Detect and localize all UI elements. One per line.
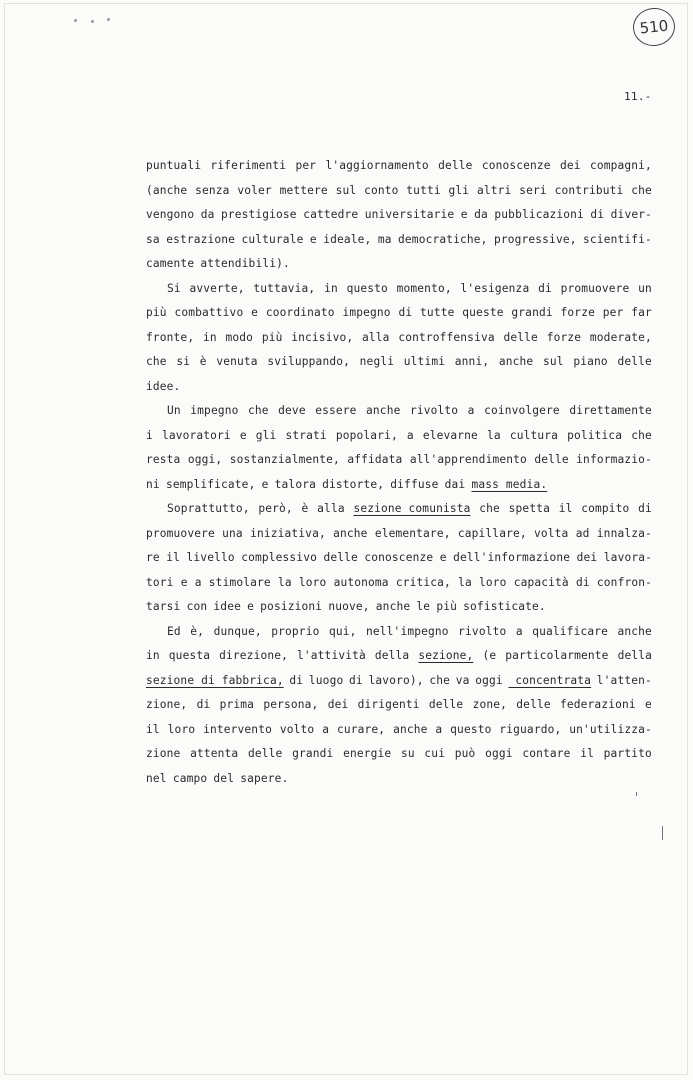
word: democratiche,: [398, 232, 488, 246]
word: distorte,: [322, 477, 385, 491]
word: all'apprendimento: [409, 453, 527, 466]
word: da: [200, 208, 215, 221]
word: compagni,: [589, 159, 652, 172]
word: moderate,: [589, 330, 652, 344]
word: di: [638, 502, 652, 515]
word: Ed: [167, 624, 181, 638]
word: direttamente: [569, 404, 652, 417]
word: universitarie: [364, 208, 455, 221]
word: critica,: [395, 575, 451, 589]
word: scientifi-: [583, 232, 652, 246]
word: da: [474, 208, 488, 221]
word: persona,: [263, 698, 319, 711]
word: sul: [543, 355, 564, 368]
word: resta: [146, 453, 181, 466]
word: elevarne: [422, 428, 478, 442]
word: oggi: [485, 747, 513, 760]
word: l'aggiornamento: [325, 159, 429, 172]
word: delle: [247, 747, 283, 760]
word: ultimi: [403, 355, 446, 368]
text-line: [146, 499, 652, 524]
text-line: [146, 548, 652, 573]
word: e: [247, 600, 255, 613]
word: un: [638, 281, 652, 295]
word: prestigiose: [220, 208, 297, 221]
word: sofisticate.: [463, 600, 546, 613]
word: che: [146, 355, 167, 368]
document-body: [146, 156, 652, 793]
word: puntuali: [146, 159, 202, 172]
word: campo: [172, 771, 208, 785]
word: promuovere: [146, 526, 215, 540]
word: per: [602, 306, 624, 319]
word: della: [617, 649, 652, 662]
word: intervento: [203, 722, 272, 736]
word: dei: [559, 159, 581, 172]
text-line: [146, 401, 652, 426]
word: a: [515, 624, 523, 638]
word: il: [580, 747, 594, 760]
word: federazioni: [560, 698, 636, 711]
word: più: [146, 306, 167, 319]
word: però,: [258, 502, 293, 515]
word: di: [590, 208, 605, 221]
word: a: [435, 722, 443, 736]
text-line: [146, 279, 652, 304]
word: in: [146, 649, 160, 662]
word: anche: [366, 404, 401, 417]
word: diver-: [610, 208, 652, 221]
text-line: [146, 328, 652, 353]
text-line: [146, 303, 652, 328]
word: piano: [573, 355, 608, 368]
word: estrazione: [166, 232, 236, 246]
text-line: [146, 769, 652, 794]
word: nuove,: [328, 600, 370, 613]
word: delle: [438, 159, 473, 172]
word: complessivo: [241, 551, 317, 564]
word: autonoma: [333, 575, 389, 589]
word: dei: [327, 698, 349, 711]
page-number: 11.-: [624, 90, 652, 103]
word: tuttavia,: [253, 281, 316, 295]
margin-mark: [662, 826, 663, 840]
word: idee.: [146, 379, 181, 393]
word: una: [222, 526, 243, 540]
word: sapere.: [240, 771, 289, 785]
word: impegno: [342, 306, 391, 319]
word: energie: [343, 747, 392, 760]
word: tutte: [420, 306, 455, 319]
word: iniziativa,: [250, 526, 326, 540]
word: anche: [498, 355, 534, 368]
word: negli: [359, 355, 395, 368]
text-line: [146, 720, 652, 745]
word: avverte,: [189, 281, 245, 295]
word: compito: [581, 502, 630, 515]
word: venuta: [216, 355, 258, 368]
word: essere: [315, 404, 357, 417]
word: delle: [503, 330, 538, 344]
word: incisivo,: [291, 330, 354, 344]
text-line: [146, 181, 652, 206]
word: confron-: [596, 575, 652, 589]
text-line: [146, 426, 652, 451]
word: per: [295, 159, 317, 172]
word: anche: [333, 526, 368, 540]
word: delle: [617, 355, 652, 368]
word: senza: [195, 183, 230, 197]
word: strati: [285, 428, 327, 442]
word: direzione,: [219, 649, 288, 662]
word: di: [538, 281, 552, 295]
word: semplificate,: [165, 477, 256, 491]
word: di: [575, 575, 590, 589]
word: altri: [477, 183, 512, 197]
word: innalza-: [596, 526, 652, 540]
word: delle: [534, 453, 569, 466]
word: idee: [213, 600, 241, 613]
word: dell'informazione: [453, 551, 571, 564]
word: informazio-: [576, 453, 652, 466]
word: è: [301, 502, 309, 515]
word: particolarmente: [505, 649, 609, 662]
word: posizioni: [260, 600, 323, 613]
underlined-phrase: sezione comunista: [353, 502, 471, 515]
word: contare: [522, 747, 571, 760]
word: ad: [575, 526, 590, 540]
word: questa: [168, 649, 211, 662]
word: e: [309, 232, 317, 246]
word: il: [558, 502, 573, 515]
underlined-phrase: concentrata: [508, 673, 592, 687]
word: dai: [444, 477, 466, 491]
word: modo: [225, 330, 254, 344]
word: promuovere: [560, 281, 630, 295]
word: sa: [146, 232, 160, 246]
word: oggi,: [187, 453, 223, 466]
word: popolari,: [335, 428, 398, 442]
text-line: [146, 230, 652, 255]
word: che: [479, 502, 500, 515]
word: i: [146, 428, 153, 442]
word: il: [166, 551, 181, 564]
underlined-phrase: mass media.: [471, 477, 548, 491]
word: coordinato: [265, 306, 335, 319]
word: delle: [516, 698, 551, 711]
word: gli: [255, 428, 277, 442]
word: con: [186, 600, 208, 613]
word: far: [631, 306, 652, 319]
word: è: [199, 355, 207, 368]
scan-speck: [74, 19, 77, 22]
text-line: [146, 377, 652, 402]
word: della: [374, 649, 410, 662]
word: oggi: [475, 673, 503, 687]
word: sviluppando,: [267, 355, 350, 368]
underlined-phrase: sezione,: [418, 649, 474, 662]
word: qualificare: [532, 624, 608, 638]
word: la: [277, 575, 292, 589]
word: e: [239, 428, 247, 442]
word: culturale: [241, 232, 304, 246]
word: delle: [428, 698, 464, 711]
word: e: [180, 575, 188, 589]
word: queste: [462, 306, 504, 319]
word: a: [406, 428, 414, 442]
word: che: [247, 404, 269, 417]
word: livello: [186, 551, 235, 564]
word: progressive,: [493, 232, 577, 246]
word: cui: [424, 747, 446, 760]
text-line: [146, 450, 652, 475]
word: la: [486, 428, 501, 442]
word: ideale,: [323, 232, 372, 246]
word: anni,: [454, 355, 490, 368]
text-line: [146, 254, 652, 279]
word: controffensiva: [398, 330, 495, 344]
word: capacità: [513, 575, 569, 589]
word: la: [458, 575, 472, 589]
word: dunque,: [213, 624, 262, 638]
word: forze: [546, 330, 582, 344]
word: politica: [567, 428, 623, 442]
word: Si: [167, 281, 181, 295]
word: il: [146, 722, 160, 736]
archive-stamp-number: 510: [638, 16, 670, 38]
word: riguardo,: [499, 722, 562, 736]
word: affidata: [347, 453, 403, 466]
word: riferimenti: [210, 159, 287, 172]
word: gli: [448, 183, 470, 197]
word: conoscenze: [364, 551, 434, 564]
word: dei: [576, 551, 598, 564]
word: attendibili).: [200, 257, 290, 270]
word: vengono: [146, 208, 195, 221]
underlined-phrase: sezione di fabbrica,: [146, 673, 284, 687]
word: tarsi: [146, 600, 181, 613]
word: proprio: [271, 624, 320, 638]
word: l'atten-: [596, 673, 652, 687]
word: qui,: [328, 624, 357, 638]
word: coinvolgere: [484, 404, 560, 417]
word: di: [196, 698, 211, 711]
word: l'attività: [297, 649, 366, 662]
word: tori: [146, 575, 174, 589]
word: nel: [146, 771, 167, 785]
word: conto: [364, 183, 399, 197]
word: ma: [377, 232, 392, 246]
text-line: [146, 597, 652, 622]
word: grandi: [292, 747, 334, 760]
word: forze: [560, 306, 595, 319]
word: momento,: [396, 281, 452, 295]
word: (anche: [146, 183, 188, 197]
text-line: [146, 671, 652, 696]
word: questo: [346, 281, 388, 295]
word: volto: [279, 722, 315, 736]
word: conoscenze: [481, 159, 551, 172]
word: di: [349, 673, 363, 687]
word: grandi: [511, 306, 553, 319]
text-line: [146, 646, 652, 671]
word: e: [251, 306, 259, 319]
word: deve: [278, 404, 306, 417]
word: nell'impegno: [366, 624, 449, 638]
word: partito: [603, 747, 652, 760]
word: lavora-: [603, 551, 652, 564]
word: fronte,: [146, 330, 195, 344]
word: questo: [450, 722, 492, 736]
margin-mark: [636, 792, 637, 796]
text-line: [146, 475, 652, 500]
word: diffuse: [390, 477, 439, 491]
word: di: [398, 306, 413, 319]
word: (e: [482, 649, 497, 662]
word: camente: [146, 257, 195, 270]
text-line: [146, 695, 652, 720]
word: anche: [617, 624, 652, 638]
word: pubblicazioni: [494, 208, 584, 221]
word: più: [436, 600, 457, 613]
word: zione: [146, 747, 181, 760]
word: rivolto: [409, 404, 459, 417]
word: a: [194, 575, 202, 589]
word: stimolare: [208, 575, 271, 589]
word: più: [261, 330, 283, 344]
word: rivolto: [458, 624, 507, 638]
word: l'esigenza: [460, 281, 530, 295]
word: e: [460, 208, 468, 221]
text-line: [146, 156, 652, 181]
word: anche: [393, 722, 428, 736]
word: può: [454, 747, 476, 760]
word: zone,: [472, 698, 508, 711]
word: delle: [323, 551, 358, 564]
word: seri: [519, 183, 547, 197]
word: dirigenti: [357, 698, 420, 711]
word: impegno: [190, 404, 239, 417]
text-line: [146, 744, 652, 769]
word: elementare,: [374, 526, 451, 540]
word: di: [289, 673, 304, 687]
word: Soprattutto,: [167, 502, 250, 515]
word: talora: [274, 477, 316, 491]
word: attenta: [190, 747, 239, 760]
word: zione,: [146, 698, 188, 711]
word: un'utilizza-: [569, 722, 652, 736]
word: e: [645, 698, 652, 711]
word: spetta: [508, 502, 550, 515]
word: mettere: [279, 183, 328, 197]
word: sul: [335, 183, 357, 197]
word: in: [324, 281, 338, 295]
word: Un: [167, 404, 181, 417]
word: le: [416, 600, 431, 613]
word: alla: [317, 502, 345, 515]
text-line: [146, 573, 652, 598]
word: in: [202, 330, 217, 344]
word: del: [213, 771, 235, 785]
word: lavoratori: [161, 428, 231, 442]
word: va: [455, 673, 470, 687]
text-line: [146, 352, 652, 377]
word: cattedre: [303, 208, 359, 221]
text-line: [146, 622, 652, 647]
word: combattivo: [174, 306, 244, 319]
word: che: [631, 183, 652, 197]
word: re: [146, 551, 160, 564]
word: contributi: [554, 183, 624, 197]
word: volta: [534, 526, 569, 540]
word: alla: [362, 330, 390, 344]
word: loro: [167, 722, 196, 736]
word: capillare,: [457, 526, 527, 540]
word: che: [429, 673, 450, 687]
word: a: [322, 722, 330, 736]
word: è,: [190, 624, 205, 638]
word: loro: [298, 575, 327, 589]
word: ni: [146, 477, 160, 491]
word: cultura: [509, 428, 559, 442]
word: e: [439, 551, 447, 564]
word: prima: [219, 698, 255, 711]
word: che: [631, 428, 652, 442]
scan-speck: [91, 20, 94, 23]
word: a: [467, 404, 475, 417]
word: tutti: [406, 183, 441, 197]
text-line: [146, 205, 652, 230]
word: loro: [479, 575, 507, 589]
word: luogo: [308, 673, 344, 687]
word: sostanzialmente,: [229, 453, 340, 466]
scan-speck: [107, 18, 110, 21]
word: curare,: [336, 722, 386, 736]
word: voler: [237, 183, 272, 197]
word: e: [261, 477, 269, 491]
word: si: [176, 355, 191, 368]
word: lavoro),: [368, 673, 424, 687]
word: su: [400, 747, 415, 760]
text-line: [146, 524, 652, 549]
word: anche: [375, 600, 411, 613]
